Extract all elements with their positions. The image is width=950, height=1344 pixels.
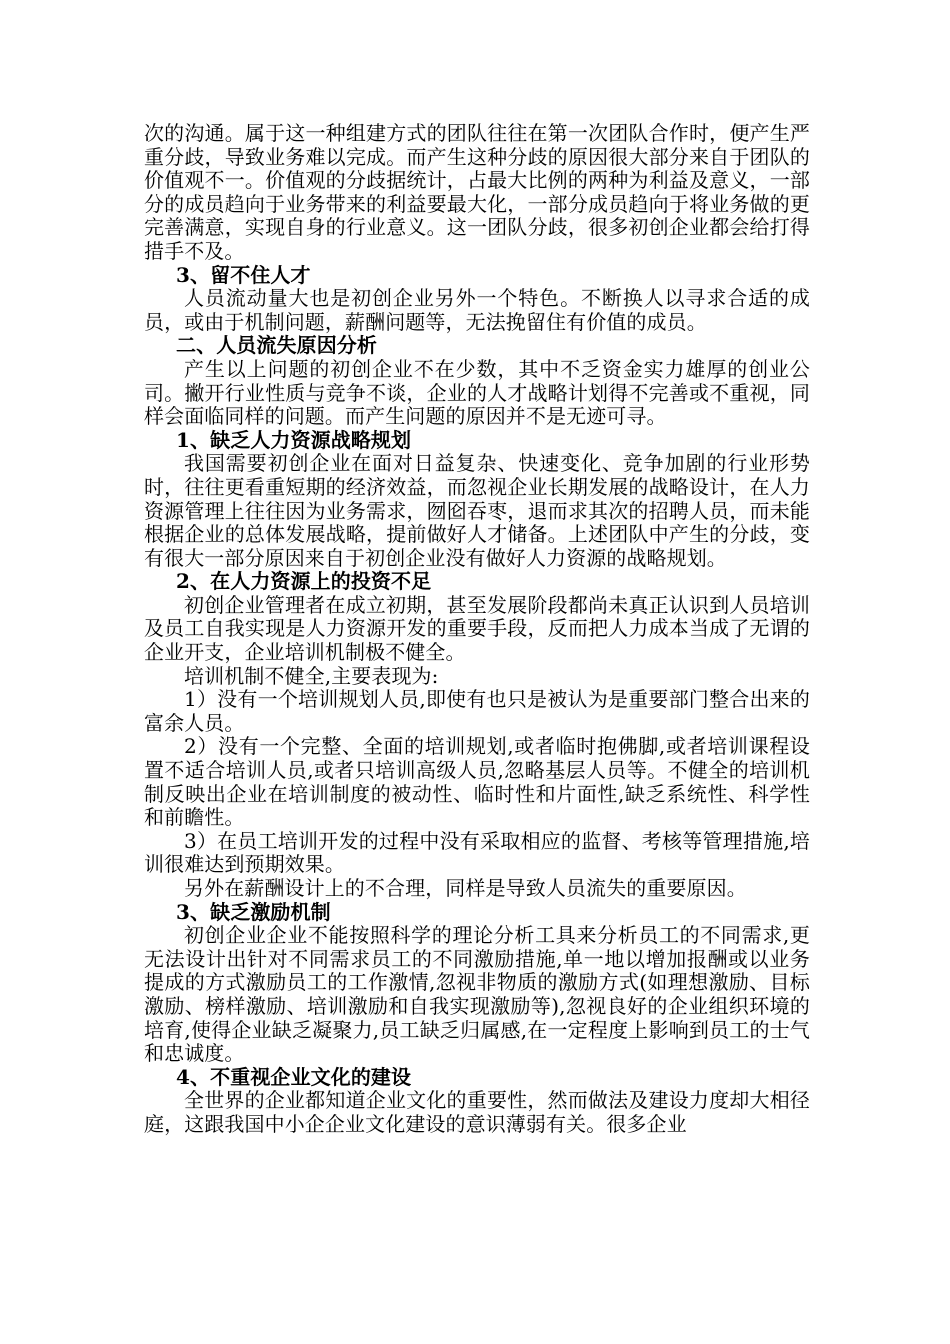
section-heading: 2、在人力资源上的投资不足: [176, 569, 432, 594]
section-heading: 3、留不住人才: [176, 262, 311, 287]
paragraph: 人员流动量大也是初创企业另外一个特色。不断换人以寻求合适的成员，或由于机制问题，薪酬问题等，无法挽留住有价值的成员。: [144, 286, 810, 334]
section-heading: 3、缺乏激励机制: [176, 899, 331, 924]
section-heading: 1、缺乏人力资源战略规划: [176, 427, 412, 452]
paragraph: 初创企业企业不能按照科学的理论分析工具来分析员工的不同需求,更无法设计出针对不同需求员工的不同激励措施,单一地以增加报酬或以业务提成的方式激励员工的工作激情,忽视非物质的激励方式(如理想激励、目标激励、榜样激励、培训激励和自我实现激励等),忽视良好的企业组织环境的培育,使得企业缺乏凝聚力,员工缺乏归属感,在一定程度上影响到员工的士气和忠诚度。: [144, 923, 810, 1066]
document-body: [144, 122, 810, 1137]
paragraph: 全世界的企业都知道企业文化的重要性，然而做法及建设力度却大相径庭，这跟我国中小企企业文化建设的意识薄弱有关。很多企业: [144, 1088, 810, 1136]
list-item: 2）没有一个完整、全面的培训规划,或者临时抱佛脚,或者培训课程设置不适合培训人员,或者只培训高级人员,忽略基层人员等。不健全的培训机制反映出企业在培训制度的被动性、临时性和片面性,缺乏系统性、科学性和前瞻性。: [144, 734, 810, 830]
section-heading: 4、不重视企业文化的建设: [176, 1064, 412, 1089]
paragraph: 产生以上问题的初创企业不在少数，其中不乏资金实力雄厚的创业公司。撇开行业性质与竞争不谈，企业的人才战略计划得不完善或不重视，同样会面临同样的问题。而产生问题的原因并不是无迹可寻。: [144, 356, 810, 429]
paragraph: 我国需要初创企业在面对日益复杂、快速变化、竞争加剧的行业形势时，往往更看重短期的经济效益，而忽视企业长期发展的战略设计，在人力资源管理上往往因为业务需求，囫囵吞枣，退而求其次的招聘人员，而未能根据企业的总体发展战略，提前做好人才储备。上述团队中产生的分歧，变有很大一部分原因来自于初创企业没有做好人力资源的战略规划。: [144, 451, 810, 570]
list-item: 1）没有一个培训规划人员,即使有也只是被认为是重要部门整合出来的富余人员。: [144, 687, 810, 735]
paragraph: 初创企业管理者在成立初期，甚至发展阶段都尚未真正认识到人员培训及员工自我实现是人力资源开发的重要手段，反而把人力成本当成了无谓的企业开支，企业培训机制极不健全。: [144, 592, 810, 665]
paragraph: 次的沟通。属于这一种组建方式的团队往往在第一次团队合作时，便产生严重分歧，导致业务难以完成。而产生这种分歧的原因很大部分来自于团队的价值观不一。价值观的分歧据统计，占最大比例的两种为利益及意义，一部分的成员趋向于业务带来的利益要最大化，一部分成员趋向于将业务做的更完善满意，实现自身的行业意义。这一团队分歧，很多初创企业都会给打得措手不及。: [144, 121, 810, 263]
list-item: 3）在员工培训开发的过程中没有采取相应的监督、考核等管理措施,培训很难达到预期效果。: [144, 828, 810, 877]
section-heading: 二、人员流失原因分析: [176, 333, 377, 358]
paragraph: 培训机制不健全,主要表现为:: [184, 663, 439, 688]
paragraph: 另外在薪酬设计上的不合理，同样是导致人员流失的重要原因。: [184, 876, 747, 900]
